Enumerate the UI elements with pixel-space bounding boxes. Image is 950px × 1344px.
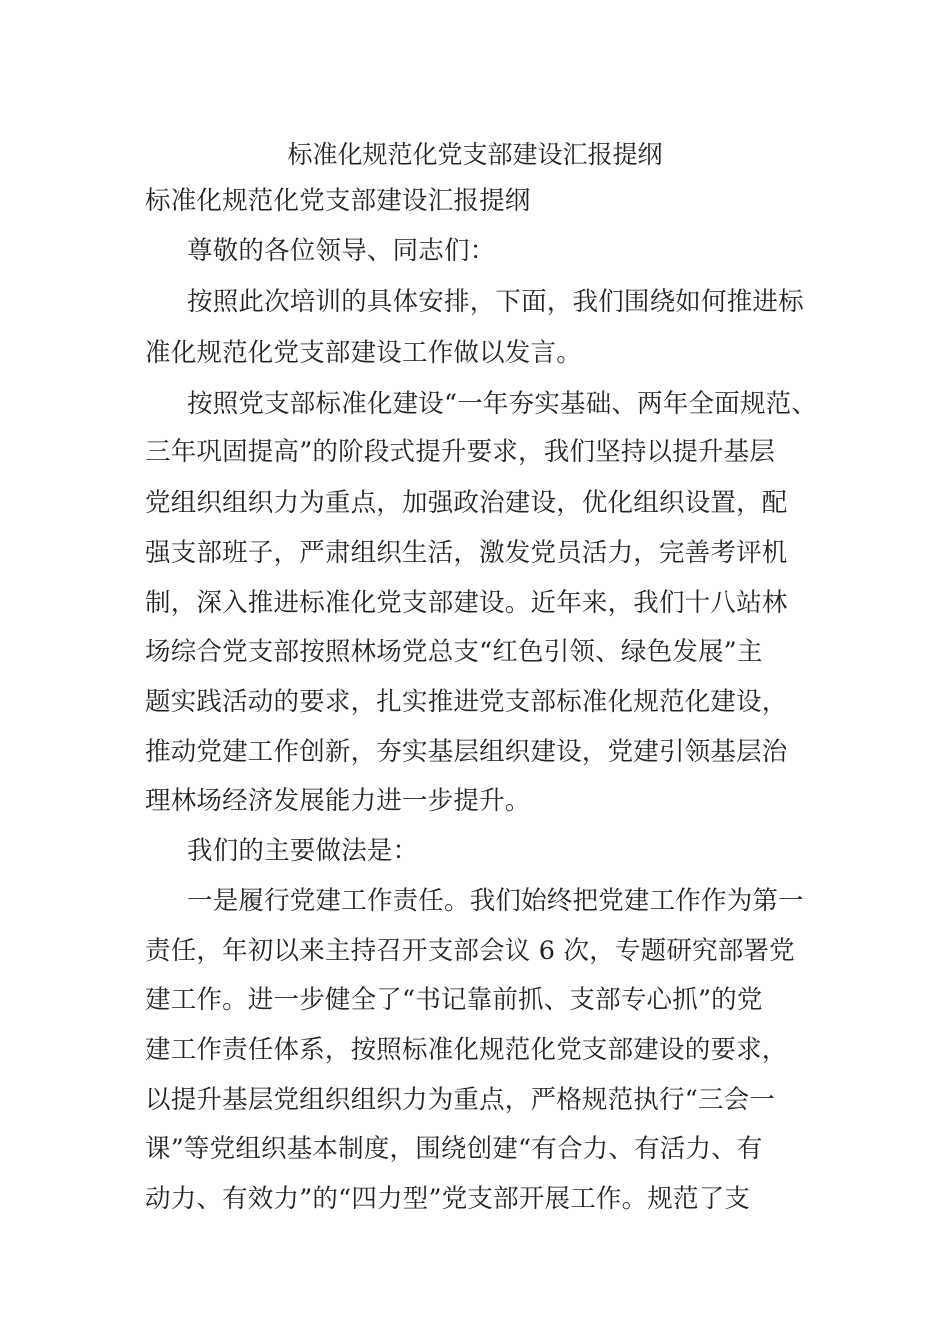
paragraph-line: 以提升基层党组织组织力为重点，严格规范执行“三会一 (145, 1085, 776, 1115)
paragraph-line: 建工作。进一步健全了“书记靠前抓、支部专心抓”的党 (145, 985, 763, 1015)
paragraph-line: 推动党建工作创新，夯实基层组织建设，党建引领基层治 (145, 737, 788, 767)
salutation-line: 尊敬的各位领导、同志们： (187, 236, 496, 266)
paragraph-line: 党组织组织力为重点，加强政治建设，优化组织设置，配 (145, 488, 788, 518)
paragraph-line: 一是履行党建工作责任。我们始终把党建工作作为第一 (187, 886, 804, 916)
paragraph-line: 我们的主要做法是： (187, 836, 419, 866)
paragraph-line: 动力、有效力”的“四力型”党支部开展工作。规范了支 (145, 1184, 751, 1214)
paragraph-line: 按照党支部标准化建设“一年夯实基础、两年全面规范、 (187, 389, 818, 419)
paragraph-line: 准化规范化党支部建设工作做以发言。 (145, 338, 582, 368)
subtitle-line: 标准化规范化党支部建设汇报提纲 (145, 186, 531, 216)
paragraph-line: 强支部班子，严肃组织生活，激发党员活力，完善考评机 (145, 538, 788, 568)
paragraph-line: 责任，年初以来主持召开支部会议 6 次，专题研究部署党 (145, 936, 795, 966)
paragraph-line: 题实践活动的要求，扎实推进党支部标准化规范化建设， (145, 687, 788, 717)
paragraph-line: 场综合党支部按照林场党总支“红色引领、绿色发展”主 (145, 637, 763, 667)
paragraph-line: 建工作责任体系，按照标准化规范化党支部建设的要求， (145, 1035, 788, 1065)
paragraph-line: 按照此次培训的具体安排，下面，我们围绕如何推进标 (187, 287, 804, 317)
paragraph-line: 课”等党组织基本制度，围绕创建“有合力、有活力、有 (145, 1134, 763, 1164)
paragraph-line: 理林场经济发展能力进一步提升。 (145, 786, 531, 816)
paragraph-line: 三年巩固提高”的阶段式提升要求，我们坚持以提升基层 (145, 437, 776, 467)
paragraph-line: 制，深入推进标准化党支部建设。近年来，我们十八站林 (145, 588, 788, 618)
document-title: 标准化规范化党支部建设汇报提纲 (287, 140, 663, 169)
